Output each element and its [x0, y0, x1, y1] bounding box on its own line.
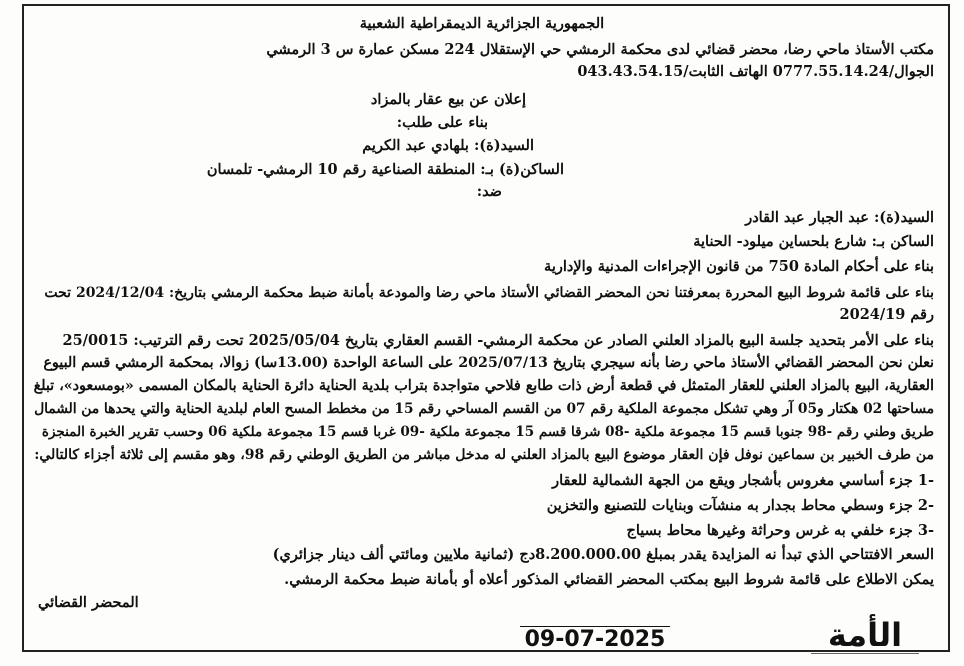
- claimant-name: السيد(ة): بلهادي عبد الكريم: [362, 137, 534, 154]
- paragraph-order: بناء على الأمر بتحديد جلسة البيع بالمزاد العلني الصادر عن محكمة الرمشي- القسم العقاري بتاريخ 2025/05/04 تحت رقم الترتيب: 25/0015: [62, 332, 934, 349]
- defendant-name: السيد(ة): عبد الجبار عبد القادر: [745, 209, 934, 226]
- notice-title: إعلان عن بيع عقار بالمزاد: [370, 91, 526, 108]
- part-2: -2 جزء وسطي محاط بجدار به منشآت وبنايات للتصنيع والتخزين: [546, 497, 934, 514]
- republic-heading: الجمهورية الجزائرية الديمقراطية الشعبية: [359, 15, 605, 32]
- defendant-address: الساكن بـ: شارع بلحساين ميلود- الحناية: [693, 233, 934, 250]
- announcement-line-4: طريق وطني رقم -98 جنوبا قسم 15 مجموعة ملكية -08 شرقا قسم 15 مجموعة ملكية -09 غربا قسم 15 مجموعة ملكية 06 وحسب تقرير الخبرة المنجزة: [41, 424, 934, 440]
- office-line: مكتب الأستاذ ماحي رضا، محضر قضائي لدى محكمة الرمشي حي الإستقلال 224 مسكن عمارة س 3 الرمشي: [266, 41, 934, 58]
- consult-note: يمكن الاطلاع على قائمة شروط البيع بمكتب المحضر القضائي المذكور أعلاه أو بأمانة ضبط محكمة الرمشي.: [284, 571, 934, 588]
- newspaper-logo: [805, 617, 925, 661]
- phones-line: الجوال/0777.55.14.24 الهاتف الثابت/043.43.54.15: [577, 63, 934, 80]
- logo-underline: [811, 653, 919, 660]
- paragraph-article: بناء على أحكام المادة 750 من قانون الإجراءات المدنية والإدارية: [544, 258, 934, 275]
- opening-price: السعر الافتتاحي الذي تبدأ نه المزايدة يقدر بمبلغ 8.200.000.00دج (ثمانية ملايين ومائتي ألف دينار جزائري): [272, 546, 934, 563]
- publication-date: 09-07-2025: [520, 626, 670, 652]
- announcement-line-5: من طرف الخبير بن سماعين نوفل فإن العقار موضوع البيع بالمزاد العلني له مدخل مباشر من الطريق الوطني رقم 98، وهو مقسم إلى ثلاثة أجزاء كالتالي:: [34, 447, 934, 463]
- paragraph-conditions: بناء على قائمة شروط البيع المحررة بمعرفتنا نحن المحضر القضائي الأستاذ ماحي رضا والمودعة بأمانة ضبط محكمة الرمشي بتاريخ: 2024/12/04 تحت: [44, 285, 934, 301]
- announcement-line-1: نعلن نحن المحضر القضائي الأستاذ ماحي رضا بأنه سيجري بتاريخ 2025/07/13 على الساعة الواحدة (13.00سا) زوالا، بمحكمة الرمشي قسم البيوع: [43, 355, 934, 371]
- announcement-line-2: العقارية، البيع بالمزاد العلني للعقار المتمثل في قطعة أرض ذات طابع فلاحي متواجدة بتراب بلدية الحناية دائرة الحناية بالمكان المسمى «بومسعود»، تبلغ: [33, 378, 934, 394]
- claimant-address: الساكن(ة) بـ: المنطقة الصناعية رقم 10 الرمشي- تلمسان: [206, 161, 564, 178]
- newspaper-logo-text: الأمة: [827, 616, 903, 654]
- request-label: بناء على طلب:: [396, 114, 488, 131]
- part-1: -1 جزء أساسي مغروس بأشجار ويقع من الجهة الشمالية للعقار: [552, 472, 934, 489]
- announcement-line-3: مساحتها 02 هكتار و05 آر وهي تشكل مجموعة الملكية رقم 07 من القسم المساحي رقم 15 من مخطط المسح العام لبلدية الحناية والتي يحدها من الشمال: [34, 401, 934, 417]
- against-label: ضد:: [476, 183, 502, 200]
- part-3: -3 جزء خلفي به غرس وحراثة وغيرها محاط بسياج: [626, 522, 934, 539]
- paragraph-conditions-number: رقم 2024/19: [839, 306, 934, 323]
- signature-label: المحضر القضائي: [38, 594, 139, 611]
